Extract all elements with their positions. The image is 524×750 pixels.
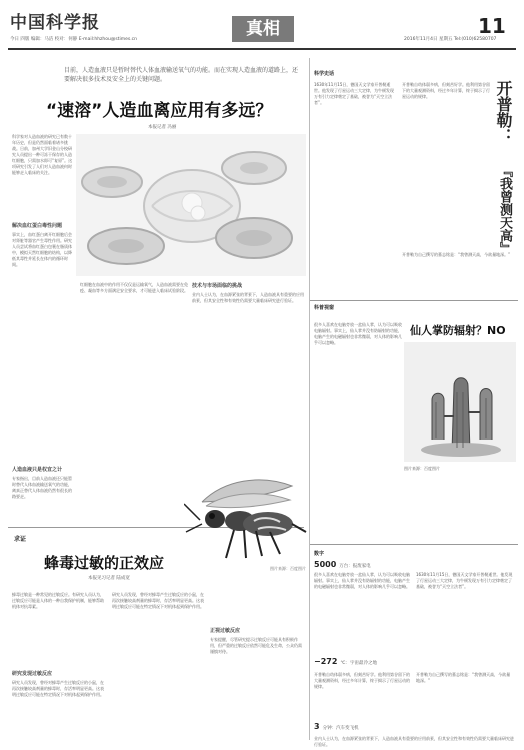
sidebar-divider-2	[310, 544, 518, 545]
cactus-caption: 图片来源：百度图片	[404, 466, 440, 471]
header-meta-left: 今日 四版 编辑：马洁 校对：何静 E-mail:hhzhou@stimes.cn	[10, 37, 137, 42]
number-label-2: ℃：宇宙最冷之地	[340, 661, 377, 666]
article-body-market: 业内人士认为，在血源紧张的背景下，人造血液具有重要的应用前景，但其安全性和有效性仍需要大量临床研究进行验证。	[192, 292, 304, 303]
sidebar-column	[310, 52, 518, 747]
section-title: 真相	[232, 16, 294, 42]
number-body-1: 很多人喜欢在电脑旁放一盆仙人掌，认为可以吸收电脑辐射。事实上，仙人掌并没有防辐射的功能，电脑产生的电磁辐射也非常微弱，对人体的影响几乎可以忽略。	[314, 572, 410, 589]
article-lead: 目前，人造血液只是暂时替代人体血液输送氧气的功能。而在实现人造血液的道路上，还要解决很多技术及安全上的关键问题。	[64, 67, 299, 83]
number-item-2	[314, 657, 377, 666]
number-value-1: 5000	[314, 560, 337, 569]
kepler-epitaph: 开普勒为自己撰写的墓志铭是：“我曾测天高，今欲量地深。”	[402, 252, 511, 257]
article-body-safety: 红细胞在血液中的作用不仅仅是运输氧气，人造血液需要在免疫、凝血等多方面满足安全要求，才可能进入临床试验阶段。	[80, 282, 188, 293]
cactus-image	[404, 342, 516, 462]
blood-cells-image	[76, 134, 306, 276]
sidebar-section-science: 科普视窗	[314, 305, 335, 311]
wasp-body-middle: 研究人员发现，曾经对蜂毒产生过敏反应的小鼠，在再次接触较高剂量的蜂毒时，存活率明显更高。这表明过敏反应可能在特定情况下对机体起到保护作用。	[112, 592, 204, 609]
article-body-toxicity: 事实上，血红蛋白离开红细胞后会对肾脏等器官产生毒性作用。研究人员尝试将血红蛋白包裹在脂质体中，模拟天然红细胞的结构，以降低其毒性并延长在体内的循环时间。	[12, 232, 72, 267]
number-body-3: 开普勒自幼体弱多病，但刻苦好学。他利用第谷留下的大量观测资料，经过多年计算，终于揭示了行星运动的规律。	[314, 672, 410, 689]
number-body-4: 开普勒为自己撰写的墓志铭是：“我曾测天高，今欲量地深。”	[416, 672, 511, 683]
number-label-1: 万台：报废家电	[339, 564, 371, 569]
article-byline: 本报记者 冯丽	[148, 125, 177, 130]
wasp-article-title: 蜂毒过敏的正效应	[44, 554, 165, 572]
cactus-body: 很多人喜欢在电脑旁放一盆仙人掌，认为可以吸收电脑辐射。事实上，仙人掌并没有防辐射的功能，电脑产生的电磁辐射也非常微弱，对人体的影响几乎可以忽略。	[314, 322, 402, 345]
kepler-body-2: 开普勒自幼体弱多病，但刻苦好学。他利用第谷留下的大量观测资料，经过多年计算，终于揭示了行星运动的规律。	[402, 82, 490, 99]
number-label-3: 分钟：汽车变飞机	[322, 726, 359, 731]
number-body-2: 1630年11月15日，德国天文学家开普勒逝世。他发现了行星运动三大定律，为牛顿发现万有引力定律奠定了基础，被誉为“天空立法者”。	[416, 572, 513, 589]
page-header	[0, 0, 524, 58]
number-item-1	[314, 560, 371, 569]
main-article-column	[8, 52, 308, 742]
number-value-3: 3	[314, 722, 320, 731]
cactus-article-title: 仙人掌防辐射？NO	[410, 324, 506, 337]
newspaper-masthead: 中国科学报	[10, 13, 100, 33]
wasp-subhead-view: 正视过敏反应	[210, 628, 241, 634]
wasp-body-view: 专家提醒，尽管研究提示过敏反应可能具有积极作用，但严重的过敏反应依然可能危及生命，公众仍需谨慎对待。	[210, 637, 302, 654]
wasp-image	[184, 472, 310, 562]
article-body-expedient: 专家指出，目前人造血液还只能暂时替代人体血液输送氧气的功能，离真正替代人体血液仍然有很长的路要走。	[12, 476, 72, 499]
wasp-subhead-study: 研究发现过敏反应	[12, 671, 53, 677]
number-value-2: −272	[314, 657, 338, 666]
column-label-verify: 求证	[14, 536, 27, 543]
wasp-article-byline: 本报见习记者 陆成宽	[88, 576, 130, 581]
wasp-body-study: 研究人员发现，曾经对蜂毒产生过敏反应的小鼠，在再次接触较高剂量的蜂毒时，存活率明显更高。这表明过敏反应可能在特定情况下对机体起到保护作用。	[12, 680, 104, 697]
article-subhead-market: 技术与市场面临的挑战	[192, 283, 243, 289]
wasp-body-intro: 蜂毒过敏是一种常见的过敏反应。有研究人员认为，过敏反应可能是人体的一种自我保护机制，能够帮助机体对抗毒素。	[12, 592, 104, 609]
page-number: 11	[478, 14, 506, 38]
sidebar-divider-1	[310, 300, 518, 301]
kepler-title: 开普勒：	[494, 80, 513, 144]
article-subhead-expedient: 人造血液只是权宜之计	[12, 467, 63, 473]
sidebar-section-numbers: 数字	[314, 551, 325, 557]
article-body-intro: 科学家对人造血液的研究已有数十年历史，但是仍然面临着诸多挑战。日前，加州大学旧金山分校研究人员提出一种可冻干保存的人造红细胞，只需加水即可“复原”。这项研究引发了人们对人造血液何时能够走入临床的关注。	[12, 134, 73, 175]
kepler-body-1: 1630年11月15日，德国天文学家开普勒逝世。他发现了行星运动三大定律，为牛顿发现万有引力定律奠定了基础，被誉为“天空立法者”。	[314, 82, 394, 105]
number-item-3	[314, 722, 359, 731]
header-meta-right: 2016年11月4日 星期五 Tel:(010)62580707	[404, 37, 497, 42]
sidebar-section-history: 科学史话	[314, 71, 335, 77]
article-subhead-toxicity: 解决血红蛋白毒性问题	[12, 223, 63, 229]
number-body-5: 业内人士认为，在血源紧张的背景下，人造血液具有重要的应用前景，但其安全性和有效性仍需要大量临床研究进行验证。	[314, 736, 514, 747]
kepler-subtitle: 『我曾测天高』	[497, 164, 512, 255]
header-divider	[8, 48, 516, 50]
wasp-image-caption: 图片来源：百度图片	[270, 566, 306, 571]
article-title: “速溶”人造血离应用有多远？	[46, 101, 273, 121]
